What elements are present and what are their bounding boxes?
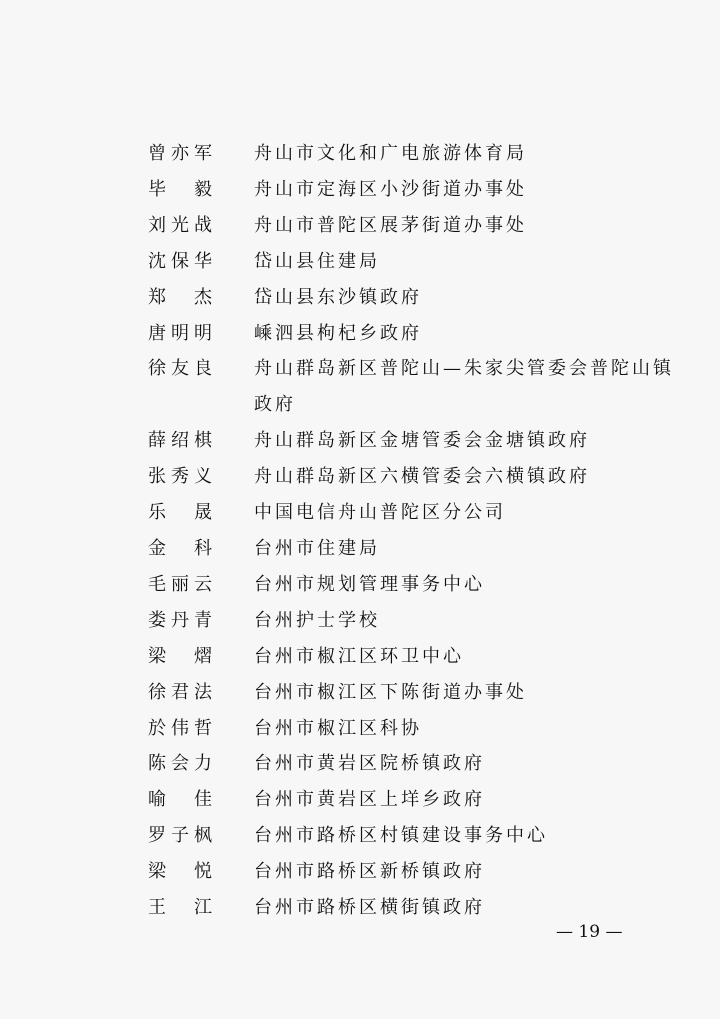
list-item bbox=[148, 818, 688, 854]
list-item bbox=[148, 280, 688, 316]
list-item bbox=[148, 531, 688, 567]
organization: 嵊泗县枸杞乡政府 bbox=[254, 322, 422, 344]
person-name: 梁 熠 bbox=[148, 645, 212, 667]
page-number: — 19 — bbox=[556, 922, 623, 942]
name-list bbox=[148, 136, 688, 926]
organization: 台州市椒江区环卫中心 bbox=[254, 645, 464, 667]
organization: 台州市黄岩区上垟乡政府 bbox=[254, 789, 485, 811]
person-name: 张秀义 bbox=[148, 466, 212, 488]
list-item bbox=[148, 854, 688, 890]
person-name: 罗子枫 bbox=[148, 825, 212, 847]
organization: 舟山群岛新区金塘管委会金塘镇政府 bbox=[254, 430, 590, 452]
person-name: 陈会力 bbox=[148, 753, 212, 775]
list-item bbox=[148, 136, 688, 172]
person-name: 徐君法 bbox=[148, 681, 212, 703]
organization: 台州市椒江区科协 bbox=[254, 717, 422, 739]
organization: 台州市路桥区村镇建设事务中心 bbox=[254, 825, 548, 847]
organization: 台州市路桥区横街镇政府 bbox=[254, 897, 485, 919]
organization: 舟山市普陀区展茅街道办事处 bbox=[254, 214, 527, 236]
organization: 台州市椒江区下陈街道办事处 bbox=[254, 681, 527, 703]
list-item bbox=[148, 711, 688, 747]
person-name: 毕 毅 bbox=[148, 178, 212, 200]
person-name: 唐明明 bbox=[148, 322, 212, 344]
list-item bbox=[148, 495, 688, 531]
list-item bbox=[148, 746, 688, 782]
person-name: 娄丹青 bbox=[148, 609, 212, 631]
list-item bbox=[148, 208, 688, 244]
list-item bbox=[148, 890, 688, 926]
organization: 台州市住建局 bbox=[254, 537, 380, 559]
list-item bbox=[148, 172, 688, 208]
person-name: 刘光战 bbox=[148, 214, 212, 236]
person-name: 曾亦军 bbox=[148, 143, 212, 164]
list-item bbox=[148, 567, 688, 603]
person-name: 薛绍棋 bbox=[148, 430, 212, 452]
list-item bbox=[148, 675, 688, 711]
person-name: 乐 晟 bbox=[148, 502, 212, 524]
organization: 台州市路桥区新桥镇政府 bbox=[254, 861, 485, 883]
person-name: 沈保华 bbox=[148, 250, 212, 272]
person-name: 毛丽云 bbox=[148, 573, 212, 595]
list-item bbox=[148, 316, 688, 352]
organization: 舟山群岛新区六横管委会六横镇政府 bbox=[254, 466, 590, 488]
organization: 岱山县住建局 bbox=[254, 250, 380, 272]
organization: 岱山县东沙镇政府 bbox=[254, 286, 422, 308]
list-item bbox=[148, 351, 688, 423]
organization: 舟山市文化和广电旅游体育局 bbox=[254, 143, 527, 164]
list-item bbox=[148, 423, 688, 459]
person-name: 金 科 bbox=[148, 537, 212, 559]
person-name: 於伟哲 bbox=[148, 717, 212, 739]
organization: 舟山群岛新区普陀山—朱家尖管委会普陀山镇政府 bbox=[254, 358, 674, 416]
organization: 台州市规划管理事务中心 bbox=[254, 573, 485, 595]
list-item bbox=[148, 603, 688, 639]
list-item bbox=[148, 244, 688, 280]
list-item bbox=[148, 459, 688, 495]
list-item bbox=[148, 639, 688, 675]
organization: 中国电信舟山普陀区分公司 bbox=[254, 502, 506, 524]
person-name: 梁 悦 bbox=[148, 861, 212, 883]
person-name: 喻 佳 bbox=[148, 789, 212, 811]
organization: 台州护士学校 bbox=[254, 609, 380, 631]
person-name: 郑 杰 bbox=[148, 286, 212, 308]
person-name: 王 江 bbox=[148, 897, 212, 919]
list-item bbox=[148, 782, 688, 818]
person-name: 徐友良 bbox=[148, 358, 212, 380]
organization: 台州市黄岩区院桥镇政府 bbox=[254, 753, 485, 775]
organization: 舟山市定海区小沙街道办事处 bbox=[254, 178, 527, 200]
